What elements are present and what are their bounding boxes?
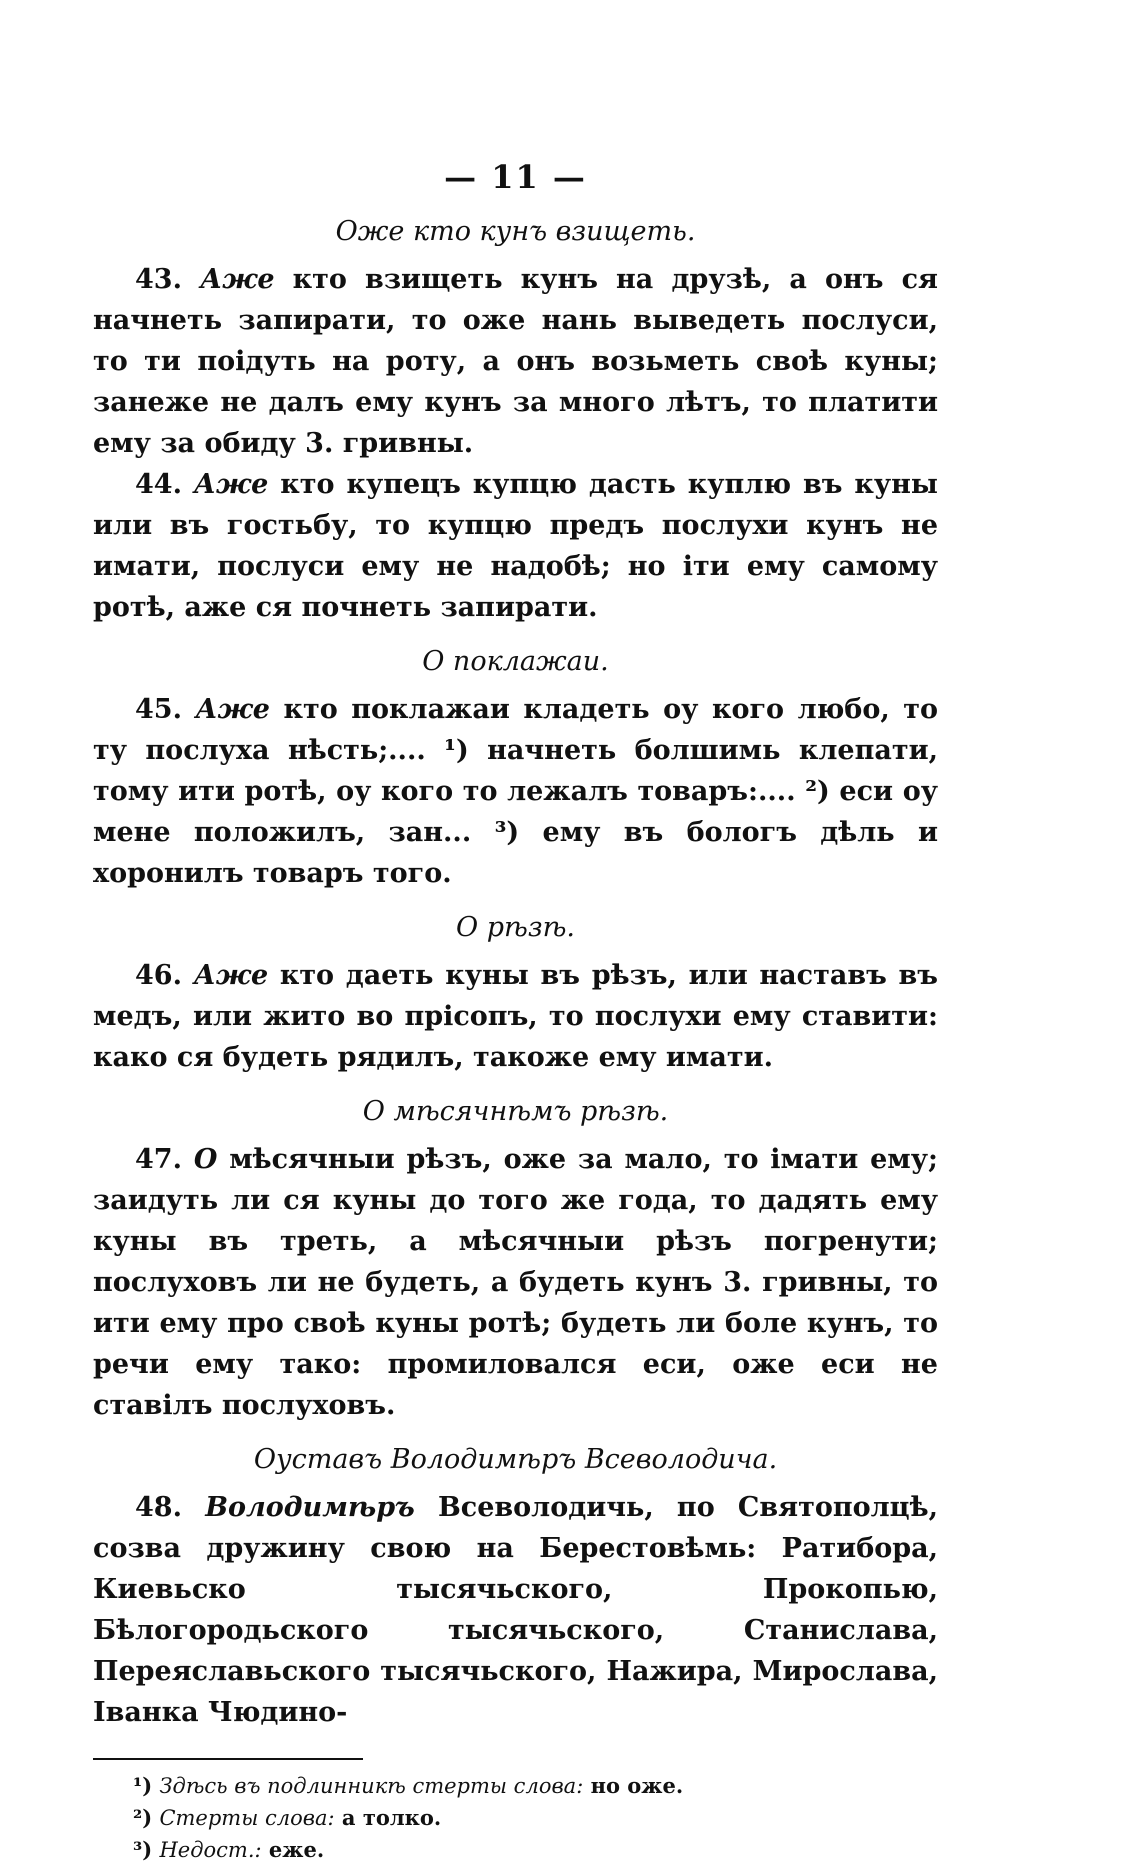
footnote-text: еже.: [261, 1837, 325, 1862]
paragraph-44: [93, 464, 938, 628]
footnote-1: [133, 1770, 938, 1802]
section-1: [93, 216, 938, 628]
paragraph-number: 46.: [135, 960, 182, 991]
section-2: [93, 646, 938, 894]
paragraph-number: 45.: [135, 694, 182, 725]
paragraph-first-word: Аже: [200, 264, 275, 295]
section-5: [93, 1444, 938, 1733]
paragraph-48: [93, 1487, 938, 1733]
footnote-3: [133, 1834, 938, 1866]
footnote-label: Недост.:: [159, 1838, 262, 1862]
footnote-divider: [93, 1758, 363, 1760]
paragraph-46: [93, 955, 938, 1078]
paragraph-text: кто даеть куны въ рѣзъ, или наставъ въ медъ, или жито во прiсопъ, то послухи ему ставити: како ся будеть рядилъ, такоже ему имати.: [93, 960, 938, 1073]
paragraph-number: 48.: [135, 1492, 182, 1523]
footnote-mark: ³): [133, 1837, 153, 1862]
footnote-mark: ²): [133, 1805, 153, 1830]
page-content: [93, 158, 938, 1866]
footnote-mark: ¹): [133, 1773, 153, 1798]
section-3: [93, 912, 938, 1078]
paragraph-text: Всеволодичь, по Святополцѣ, созва дружину свою на Берестовѣмь: Ратибора, Киевьско тысячьского, Прокопью, Бѣлогородьского тысячьского, Станислава, Переяславьского тысячьского, Нажира, Мирослава, Iванка Чюдино-: [93, 1492, 938, 1728]
paragraph-first-word: Аже: [195, 694, 270, 725]
paragraph-number: 43.: [135, 264, 182, 295]
section-title: Оуставъ Володимѣръ Всеволодича.: [253, 1444, 778, 1475]
paragraph-number: 47.: [135, 1144, 182, 1175]
section-title: Оже кто кунъ взищеть.: [335, 216, 696, 247]
paragraph-text: кто поклажаи кладеть оу кого любо, то ту послуха нѣсть;.... ¹) начнеть болшимь клепати, тому ити ротѣ, оу кого то лежалъ товаръ:.... ²) еси оу мене положилъ, зан... ³) ему въ бологъ дѣль и хоронилъ товаръ того.: [93, 694, 938, 889]
footnotes: [133, 1770, 938, 1866]
footnote-2: [133, 1802, 938, 1834]
footnote-label: Стерты слова:: [159, 1806, 335, 1830]
footnote-text: а толко.: [334, 1805, 442, 1830]
paragraph-text: кто купецъ купцю дасть куплю въ куны или въ гостьбу, то купцю предъ послухи кунъ не имати, послуси ему не надобѣ; но iти ему самому ротѣ, аже ся почнеть запирати.: [93, 469, 938, 623]
paragraph-43: [93, 259, 938, 464]
paragraph-text: мѣсячныи рѣзъ, оже за мало, то iмати ему; заидуть ли ся куны до того же года, то дадять ему куны въ треть, а мѣсячныи рѣзъ погренути; послуховъ ли не будеть, а будеть кунъ 3. гривны, то ити ему про своѣ куны ротѣ; будеть ли боле кунъ, то речи ему тако: промиловался еси, оже еси не ставiлъ послуховъ.: [93, 1144, 938, 1421]
paragraph-first-word: Аже: [193, 469, 269, 500]
paragraph-number: 44.: [135, 469, 182, 500]
section-4: [93, 1096, 938, 1426]
paragraph-first-word: Аже: [193, 960, 269, 991]
section-title: О рѣзѣ.: [456, 912, 575, 943]
paragraph-45: [93, 689, 938, 894]
section-title: О мѣсячнѣмъ рѣзѣ.: [362, 1096, 669, 1127]
section-title: О поклажаи.: [422, 646, 609, 677]
page-number: — 11 —: [444, 158, 587, 196]
paragraph-first-word: О: [193, 1144, 218, 1175]
paragraph-47: [93, 1139, 938, 1426]
footnote-text: но оже.: [583, 1773, 684, 1798]
footnote-label: Здѣсь въ подлинникѣ стерты слова:: [159, 1774, 584, 1798]
paragraph-first-word: Володимѣръ: [205, 1492, 415, 1523]
paragraph-text: кто взищеть кунъ на друзѣ, а онъ ся начнеть запирати, то оже нань выведеть послуси, то ти поiдуть на роту, а онъ возьметь своѣ куны; занеже не далъ ему кунъ за много лѣтъ, то платити ему за обиду 3. гривны.: [93, 264, 938, 459]
